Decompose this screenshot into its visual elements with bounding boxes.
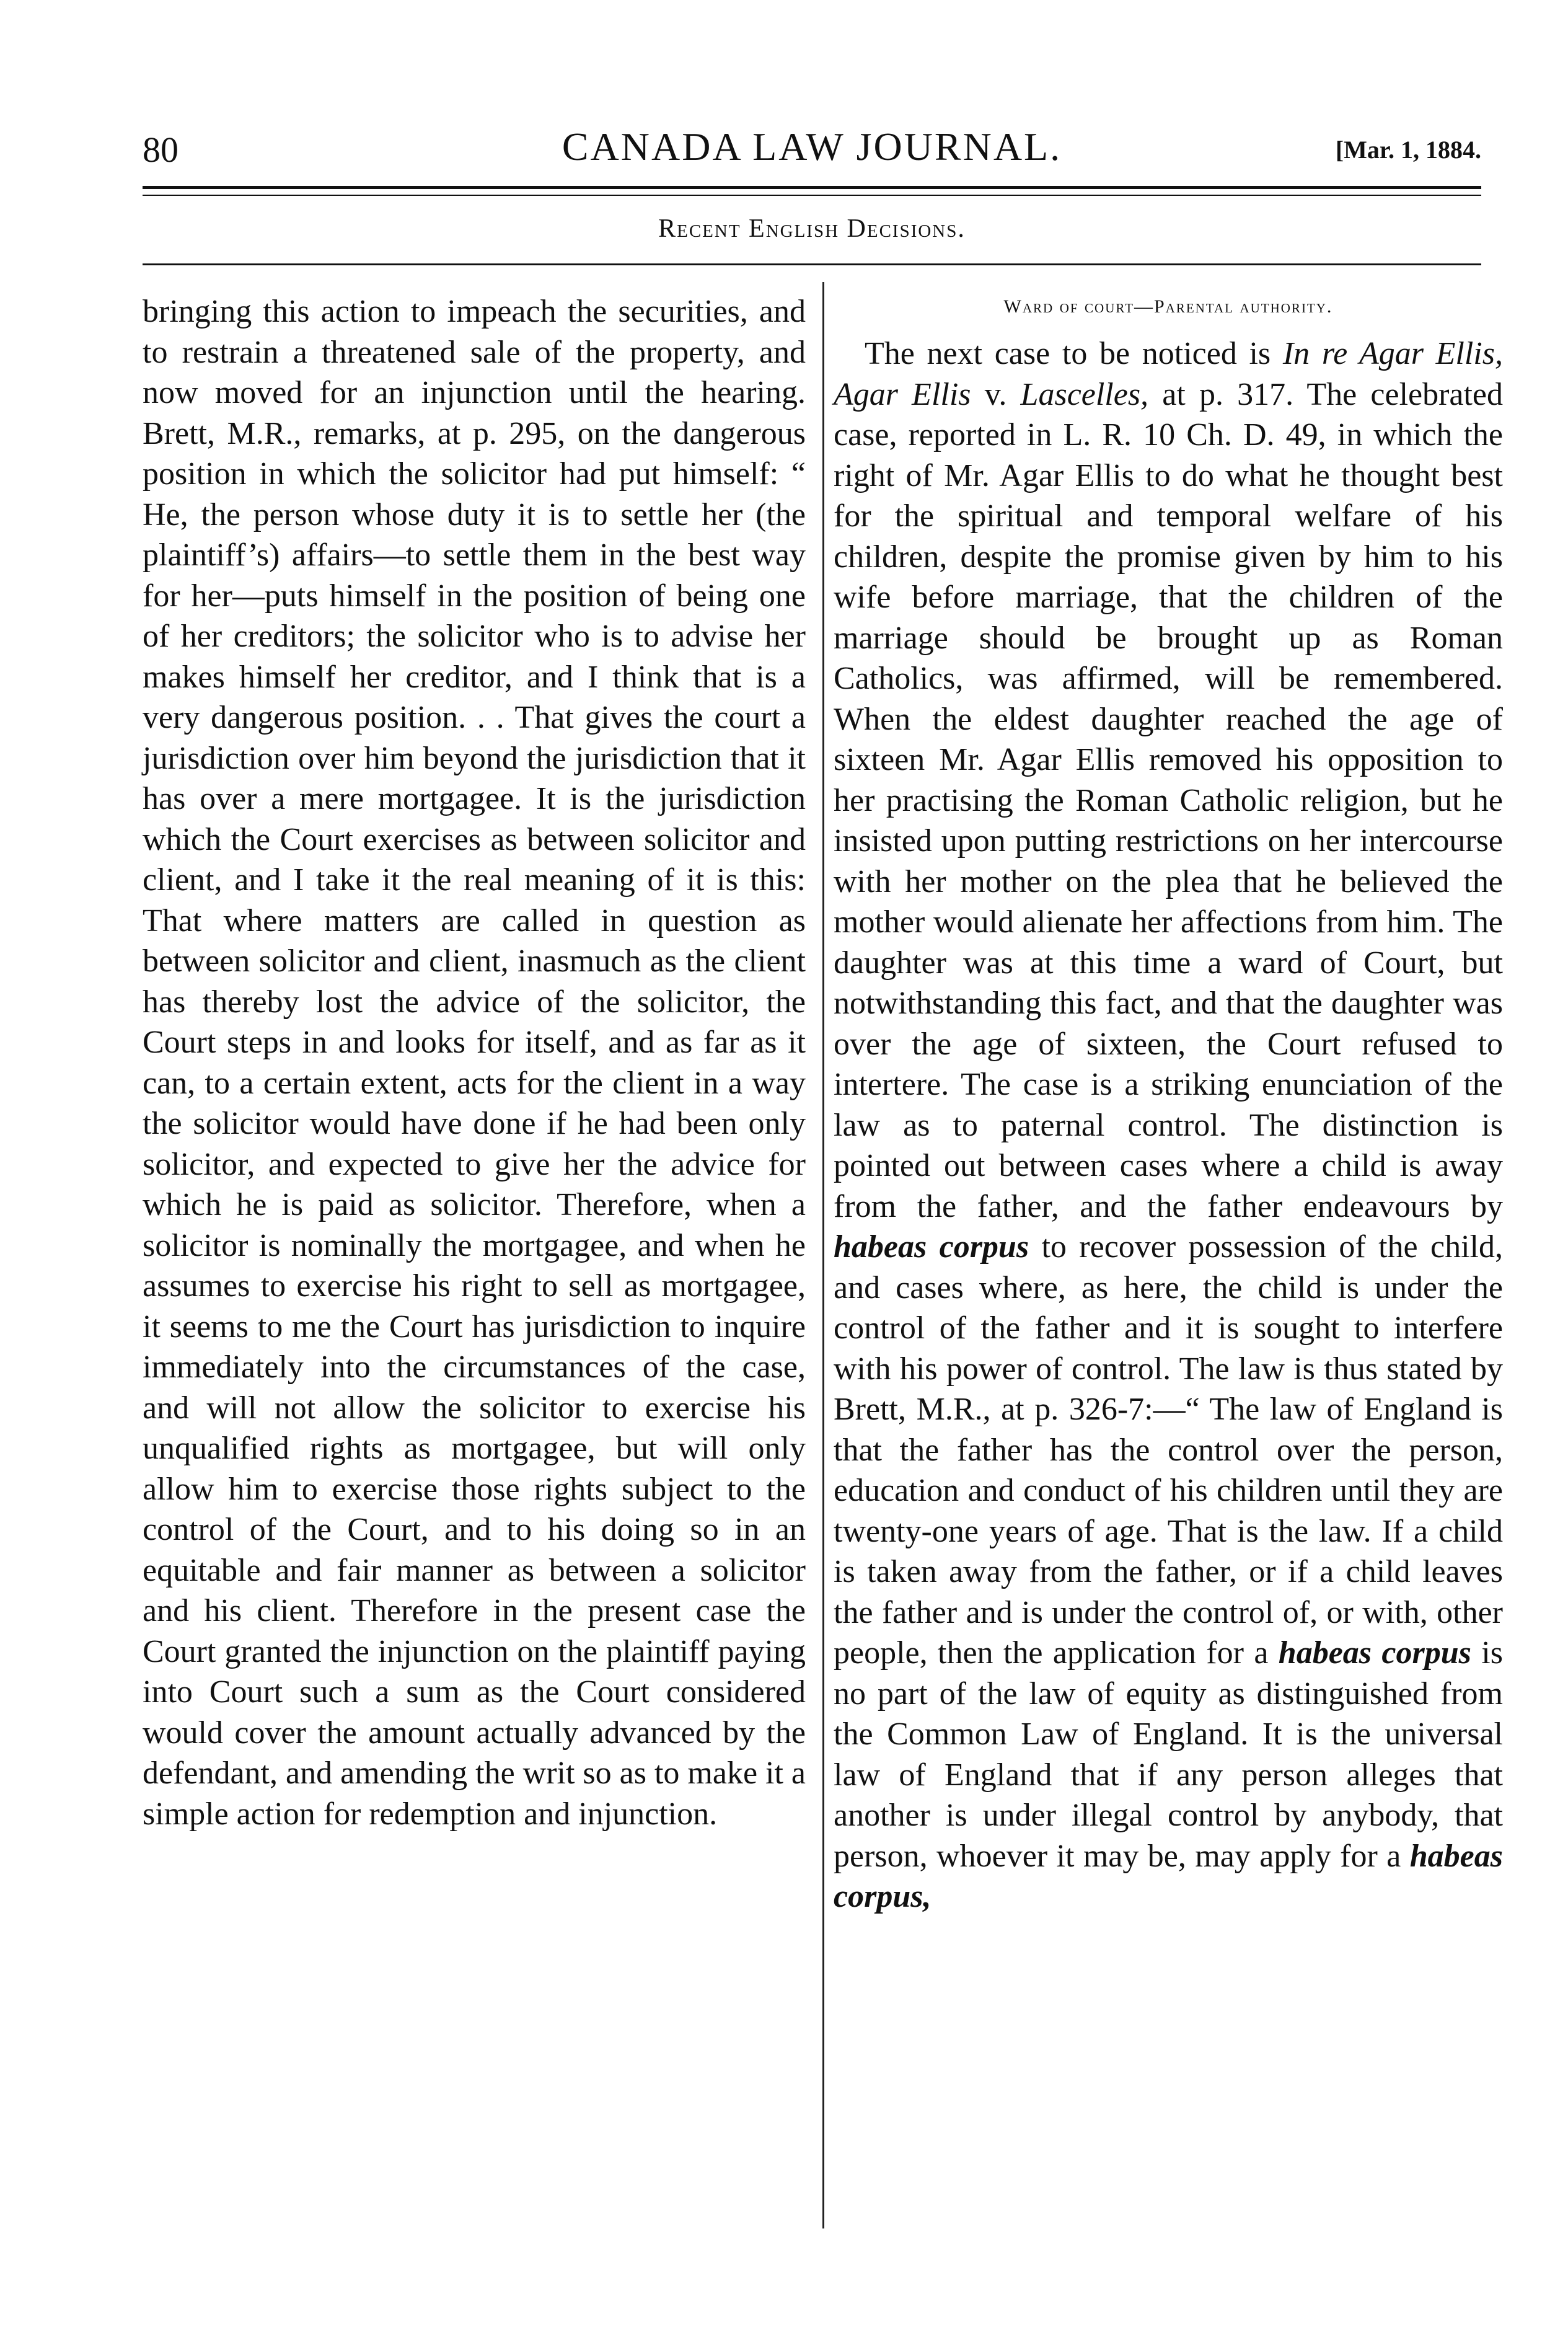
- left-column: [143, 291, 806, 1834]
- header-rule-thick: [143, 186, 1481, 189]
- case-name-italic: In re Agar Ellis, Agar Ellis: [834, 336, 1503, 412]
- section-heading: Recent English Decisions.: [658, 214, 966, 243]
- text-segment: The next case to be noticed is: [865, 336, 1283, 371]
- text-segment: is no part of the law of equity as distinguished from the Common Law of England. It is the universal law of England that if any person alleges that another is under illegal control by anybody, that person, whoever it may be, may apply for a: [834, 1635, 1503, 1874]
- issue-date: [Mar. 1, 1884.: [1335, 136, 1481, 164]
- right-column: [834, 291, 1503, 1917]
- header-rule-thin: [143, 195, 1481, 196]
- text-segment: to recover possession of the child, and cases where, as here, the child is under the control of the father and it is sought to interfere with his power of control. The law is thus stated by Brett, M.R., at p. 326-7:—“ The law of England is that the father has the control over the person, education and conduct of his children until they are twenty-one years of age. That is the law. If a child is taken away from the father, or if a child leaves the father and is under the control of, or with, other people, then the application for a: [834, 1229, 1503, 1671]
- right-column-text: [834, 333, 1503, 1917]
- article-subheading: Ward of court—Parental authority.: [1003, 296, 1333, 317]
- running-header: [143, 118, 1481, 174]
- left-column-text: bringing this action to impeach the securities, and to restrain a threatened sale of the property, and now moved for an injunction until the hearing. Brett, M.R., remarks, at p. 295, on the dangerous position in which the solicitor had put himself: “ He, the person whose duty it is to settle her (the plaintiff’s) affairs—to settle them in the best way for her—puts himself in the position of being one of her creditors; the solicitor who is to advise her makes himself her creditor, and I think that is a very dangerous position. . . That gives the court a jurisdiction over him beyond the jurisdiction that it has over a mere mortgagee. It is the jurisdiction which the Court exercises as between solicitor and client, and I take it the real meaning of it is this: That where matters are called in question as between solicitor and client, inasmuch as the client has thereby lost the advice of the solicitor, the Court steps in and looks for itself, and as far as it can, to a certain extent, acts for the client in a way the solicitor would have done if he had been only solicitor, and expected to give her the advice for which he is paid as solicitor. Therefore, when a solicitor is nominally the mortgagee, and when he assumes to exercise his right to sell as mortgagee, it seems to me the Court has jurisdiction to inquire immediately into the circumstances of the case, and will not allow the solicitor to exercise his unqualified rights as mortgagee, but will only allow him to exercise those rights subject to the control of the Court, and to his doing so in an equitable and fair manner as between a solicitor and his client. Therefore in the present case the Court granted the injunction on the plaintiff paying into Court such a sum as the Court considered would cover the amount actually advanced by the defendant, and amending the writ so as to make it a simple action for redemption and injunction.: [143, 294, 806, 1832]
- writ-name-italic: habeas corpus: [1278, 1635, 1471, 1671]
- text-segment: v.: [971, 376, 1021, 412]
- text-segment: at p. 317. The celebrated case, reported in L. R. 10 Ch. D. 49, in which the right of Mr. Agar Ellis to do what he thought best for the spiritual and temporal welfare of his children, despite the promise given by him to his wife before marriage, that the children of the marriage should be brought up as Roman Catholics, was affirmed, will be remembered. When the eldest daughter reached the age of sixteen Mr. Agar Ellis removed his opposition to her practising the Roman Catholic religion, but he insisted upon putting restrictions on her intercourse with her mother on the plea that he believed the mother would alienate her affections from him. The daughter was at this time a ward of Court, but notwithstanding this fact, and that the daughter was over the age of sixteen, the Court refused to intertere. The case is a striking enunciation of the law as to paternal control. The distinction is pointed out between cases where a child is away from the father, and the father endeavours by: [834, 376, 1504, 1224]
- section-rule: [143, 263, 1481, 265]
- journal-title: CANADA LAW JOURNAL.: [562, 125, 1062, 169]
- writ-name-italic: habeas corpus: [834, 1229, 1029, 1265]
- page-number: 80: [143, 130, 178, 170]
- writ-name-italic: habeas corpus,: [834, 1838, 1503, 1914]
- column-divider: [822, 282, 824, 2228]
- case-name-italic: Lascelles,: [1020, 376, 1149, 412]
